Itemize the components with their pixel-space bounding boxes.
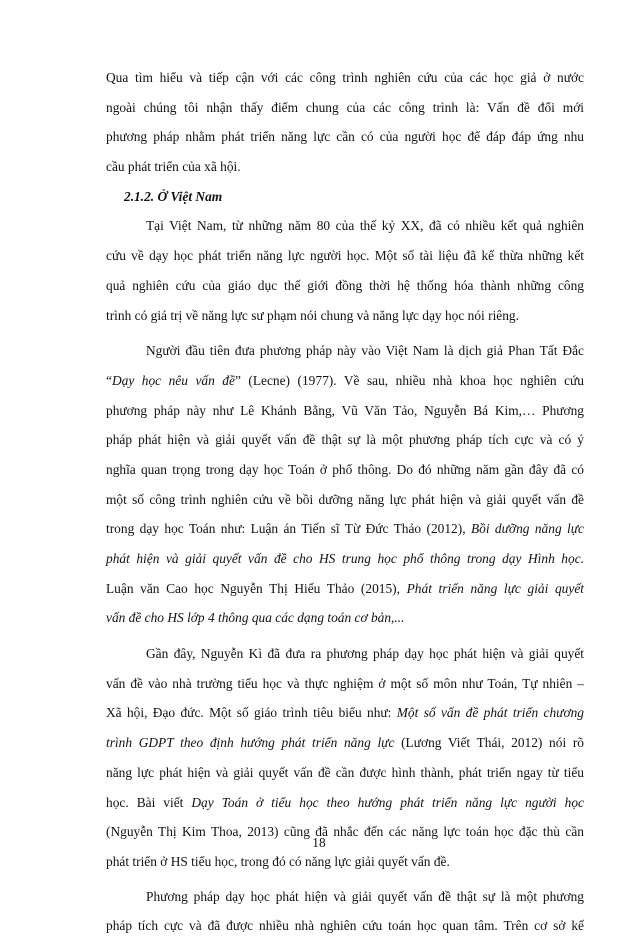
text-line: (Nguyễn Thị Kim Thoa, 2013) cũng đã nhắc đến các năng lực toán học đặc thù cần <box>106 824 584 840</box>
thesis-title: Bồi dưỡng năng lực <box>470 521 584 537</box>
text-line: phương pháp này như Lê Khánh Bằng, Vũ Văn Tảo, Nguyễn Bá Kim,… Phương <box>106 402 584 418</box>
article-title: Dạy Toán ở tiểu học theo hướng phát triển năng lực người học <box>191 794 584 810</box>
text-run: học. Bài viết <box>106 794 192 810</box>
text-line: nghĩa quan trọng trong dạy học Toán ở phổ thông. Do đó những năm gần đây đã có <box>106 461 584 477</box>
text-line <box>106 514 584 544</box>
thesis-title: vấn đề cho HS lớp 4 thông qua các dạng toán cơ bản,... <box>106 610 405 626</box>
text-run: trong dạy học Toán như: Luận án Tiến sĩ Từ Đức Thảo (2012), <box>106 521 471 537</box>
book-title: Dạy học nêu vấn đề <box>111 372 235 388</box>
text-run: Luận văn Cao học Nguyễn Thị Hiếu Thảo (2015), <box>106 580 407 596</box>
text-line <box>106 366 584 396</box>
paragraph-vietnam-results <box>106 211 584 330</box>
text-line <box>106 544 584 574</box>
text-line: Phương pháp dạy học phát hiện và giải quyết vấn đề thật sự là một phương <box>146 888 584 904</box>
text-line: một số công trình nghiên cứu về bồi dưỡng năng lực phát hiện và giải quyết vấn đề <box>106 491 584 507</box>
text-line <box>106 603 584 633</box>
text-line <box>106 728 584 758</box>
text-line: cứu về dạy học phát triển năng lực người học. Một số tài liệu đã kế thừa những kết <box>106 248 584 264</box>
text-line <box>106 698 584 728</box>
text-run: ” (Lecne) (1977). Về sau, nhiều nhà khoa học nghiên cứu <box>234 372 584 388</box>
book-title: Một số vấn đề phát triển chương <box>396 705 584 721</box>
text-run: (Lương Viết Thái, 2012) nói rõ <box>394 735 584 751</box>
text-line: pháp phát hiện và giải quyết vấn đề thật sự là một phương pháp tích cực và có ý <box>106 432 584 448</box>
book-title: trình GDPT theo định hướng phát triển năng lực <box>106 735 395 751</box>
text-line: quả nghiên cứu của giáo dục thế giới đồng thời hệ thống hóa thành những công <box>106 277 584 293</box>
text-line: vấn đề vào nhà trường tiểu học và thực nghiệm ở một số môn như Toán, Tự nhiên – <box>106 675 584 691</box>
text-run: “ <box>106 372 112 388</box>
text-line: ngoài chúng tôi nhận thấy điểm chung của các công trình là: Vấn đề đổi mới <box>106 99 584 115</box>
thesis-title: phát hiện và giải quyết vấn đề cho HS trung học phổ thông trong dạy Hình học. <box>106 551 584 566</box>
paragraph-method-history <box>106 336 584 633</box>
thesis-title: Phát triển năng lực giải quyết <box>406 580 584 596</box>
text-line: trình có giá trị về năng lực sư phạm nói chung và năng lực dạy học nói riêng. <box>106 307 519 323</box>
text-line <box>106 574 584 604</box>
text-line <box>106 788 584 818</box>
section-heading: 2.1.2. Ở Việt Nam <box>124 188 223 204</box>
text-line: năng lực phát hiện và giải quyết vấn đề cần được hình thành, phát triển ngay từ tiểu <box>106 764 584 780</box>
paragraph-intro <box>106 63 584 182</box>
text-line: cầu phát triển của xã hội. <box>106 159 241 175</box>
text-line: Gần đây, Nguyễn Kì đã đưa ra phương pháp dạy học phát hiện và giải quyết <box>146 646 584 662</box>
text-line: Qua tìm hiểu và tiếp cận với các công trình nghiên cứu của các học giả ở nước <box>106 70 584 85</box>
paragraph-conclusion <box>106 882 584 941</box>
page-number: 18 <box>312 835 326 850</box>
text-line: Người đầu tiên đưa phương pháp này vào Việt Nam là dịch giả Phan Tất Đắc <box>146 343 584 359</box>
text-line: phát triển ở HS tiểu học, trong đó có năng lực giải quyết vấn đề. <box>106 853 450 869</box>
text-run: Xã hội, Đạo đức. Một số giáo trình tiêu biểu như: <box>106 705 397 721</box>
text-line: pháp tích cực và đã được nhiều nhà nghiên cứu toán học quan tâm. Trên cơ sở kế <box>106 918 584 934</box>
text-line: Tại Việt Nam, từ những năm 80 của thế kỷ XX, đã có nhiều kết quả nghiên <box>146 218 584 234</box>
text-line: phương pháp nhằm phát triển năng lực cần có của người học để đáp đáp ứng nhu <box>106 129 584 145</box>
